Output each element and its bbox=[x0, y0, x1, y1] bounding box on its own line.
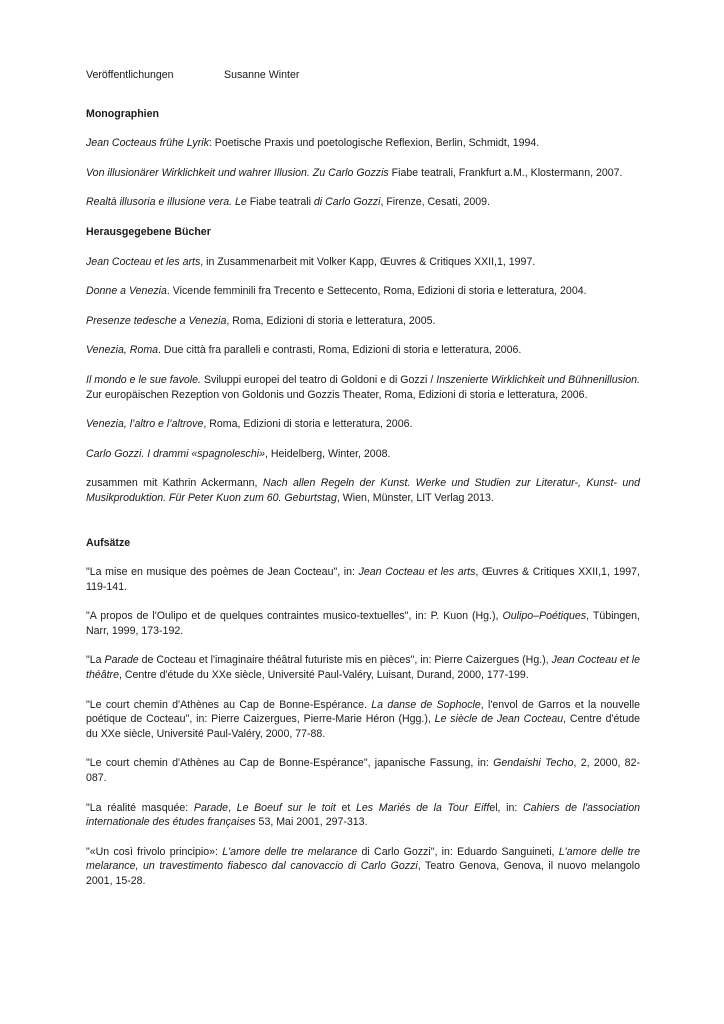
text-run: et bbox=[335, 801, 357, 814]
text-run: di Carlo Gozzi", in: Eduardo Sanguineti, bbox=[357, 845, 559, 858]
text-run: zusammen mit Kathrin Ackermann, bbox=[86, 477, 263, 490]
bibliography-entry bbox=[86, 653, 640, 682]
italic-text: Donne a Venezia bbox=[86, 285, 167, 298]
text-run: "Le court chemin d'Athènes au Cap de Bonne-Espérance. bbox=[86, 698, 372, 711]
text-run: . Vicende femminili fra Trecento e Settecento, Roma, Edizioni di storia e letteratura, 2004. bbox=[166, 285, 587, 298]
bibliography-entry bbox=[86, 255, 640, 270]
text-run: "Le court chemin d'Athènes au Cap de Bonne-Espérance", japanische Fassung, in: bbox=[86, 757, 494, 770]
bibliography-entry bbox=[86, 447, 640, 462]
text-run: el, in: bbox=[489, 801, 524, 814]
italic-text: Parade bbox=[193, 801, 229, 814]
text-run: "La réalité masquée: bbox=[86, 801, 194, 814]
italic-text: Presenze tedesche a Venezia bbox=[86, 314, 227, 327]
italic-text: Jean Cocteau et les arts bbox=[86, 255, 201, 268]
text-run: "«Un così frivolo principio»: bbox=[86, 845, 223, 858]
italic-text: Carlo Gozzi. I drammi «spagnoleschi» bbox=[86, 447, 265, 460]
italic-text: Le Boeuf sur le toit bbox=[236, 801, 336, 814]
italic-text: Venezia, Roma bbox=[86, 344, 159, 357]
bibliography-entry bbox=[86, 565, 640, 594]
text-run: , Roma, Edizioni di storia e letteratura, 2005. bbox=[226, 314, 436, 327]
text-run: , Centre d'étude du XXe siècle, Université Paul-Valéry, 2000, 77-88. bbox=[86, 713, 640, 740]
sections-container bbox=[86, 107, 640, 889]
italic-text: Gendaishi Techo bbox=[493, 757, 574, 770]
text-run: , l'envol de Garros et la nouvelle poétique de Cocteau", in: Pierre Caizergues, Pierre-Marie Héron (Hgg.), bbox=[86, 698, 640, 726]
text-run: , Wien, Münster, LIT Verlag 2013. bbox=[336, 491, 494, 504]
text-run: : Poetische Praxis und poetologische Reflexion, Berlin, Schmidt, 1994. bbox=[208, 137, 540, 150]
bibliography-entry bbox=[86, 166, 640, 181]
italic-text: Jean Cocteau et le théâtre bbox=[86, 654, 640, 682]
text-run: Zur europäischen Rezeption von Goldonis und Gozzis Theater, Roma, Edizioni di storia e letteratura, 2006. bbox=[86, 388, 588, 401]
section-heading: Aufsätze bbox=[86, 536, 131, 549]
bibliography-entry bbox=[86, 343, 640, 358]
text-run: , 2, 2000, 82-087. bbox=[86, 757, 640, 785]
italic-text: Jean Cocteaus frühe Lyrik bbox=[86, 137, 209, 150]
text-run: , bbox=[228, 801, 237, 814]
italic-text: L'amore delle tre melarance, un travestimento fiabesco dal canovaccio di Carlo Gozzi bbox=[86, 845, 640, 873]
text-run: , in Zusammenarbeit mit Volker Kapp, Œuvres & Critiques XXII,1, 1997. bbox=[200, 255, 536, 268]
bibliography-entry bbox=[86, 195, 640, 210]
header-author: Susanne Winter bbox=[224, 69, 300, 81]
bibliography-entry bbox=[86, 476, 640, 505]
italic-text: Les Mariés de la Tour Eiff bbox=[356, 801, 490, 814]
text-run: , Firenze, Cesati, 2009. bbox=[380, 196, 490, 209]
text-run: , Heidelberg, Winter, 2008. bbox=[265, 447, 391, 460]
text-run: "La mise en musique des poèmes de Jean Cocteau", in: bbox=[86, 566, 359, 579]
italic-text: L'amore delle tre melarance bbox=[222, 845, 358, 858]
text-run: , Roma, Edizioni di storia e letteratura, 2006. bbox=[203, 418, 413, 431]
bibliography-entry bbox=[86, 756, 640, 785]
section-heading: Monographien bbox=[86, 107, 159, 120]
italic-text: Inszenierte Wirklichkeit und Bühnenillusion. bbox=[436, 373, 640, 386]
document-page bbox=[86, 68, 640, 904]
text-run: 53, Mai 2001, 297-313. bbox=[255, 816, 368, 829]
italic-text: Il mondo e le sue favole. bbox=[86, 373, 201, 386]
text-run: Fiabe teatrali, Frankfurt a.M., Klostermann, 2007. bbox=[388, 166, 623, 179]
bibliography-entry bbox=[86, 609, 640, 638]
section bbox=[86, 536, 640, 889]
text-run: , Teatro Genova, Genova, il nuovo melangolo 2001, 15-28. bbox=[86, 860, 640, 887]
bibliography-entry bbox=[86, 845, 640, 889]
bibliography-entry bbox=[86, 801, 640, 830]
text-run: , Centre d'étude du XXe siècle, Université Paul-Valéry, Luisant, Durand, 2000, 177-199. bbox=[118, 669, 529, 682]
text-run: Sviluppi europei del teatro di Goldoni e di Gozzi / bbox=[200, 373, 437, 386]
italic-text: di Carlo Gozzi bbox=[313, 196, 381, 209]
section-heading: Herausgegebene Bücher bbox=[86, 225, 211, 238]
section bbox=[86, 225, 640, 506]
bibliography-entry bbox=[86, 373, 640, 402]
text-run: "A propos de l'Oulipo et de quelques contraintes musico-textuelles", in: P. Kuon (Hg.), bbox=[86, 610, 503, 623]
italic-text: Cahiers de l'association internationale des études françaises bbox=[86, 801, 640, 829]
italic-text: Venezia, l’altro e l’altrove bbox=[86, 418, 204, 431]
italic-text: Realtà illusoria e illusione vera. Le bbox=[86, 196, 247, 209]
page-header bbox=[86, 68, 640, 83]
italic-text: Jean Cocteau et les arts bbox=[358, 566, 476, 579]
bibliography-entry bbox=[86, 136, 640, 151]
bibliography-entry bbox=[86, 698, 640, 742]
section bbox=[86, 107, 640, 210]
header-title: Veröffentlichungen bbox=[86, 69, 174, 81]
text-run: , Œuvres & Critiques XXII,1, 1997, 119-141. bbox=[86, 566, 640, 593]
text-run: . Due città fra paralleli e contrasti, Roma, Edizioni di storia e letteratura, 2006. bbox=[158, 344, 522, 357]
italic-text: Oulipo–Poétiques bbox=[502, 610, 587, 623]
bibliography-entry bbox=[86, 314, 640, 329]
bibliography-entry bbox=[86, 284, 640, 299]
text-run: Fiabe teatrali bbox=[246, 196, 314, 209]
text-run: "La bbox=[86, 654, 105, 667]
italic-text: Von illusionärer Wirklichkeit und wahrer Illusion. Zu Carlo Gozzis bbox=[86, 166, 389, 179]
italic-text: Nach allen Regeln der Kunst. Werke und Studien zur Literatur-, Kunst- und Musikproduktion. Für Peter Kuon zum 60. Geburtstag bbox=[86, 477, 641, 504]
bibliography-entry bbox=[86, 417, 640, 432]
italic-text: Parade bbox=[104, 654, 139, 667]
italic-text: Le siècle de Jean Cocteau bbox=[434, 713, 564, 726]
text-run: de Cocteau et l'imaginaire théâtral futuriste mis en pièces", in: Pierre Caizergues (Hg.), bbox=[138, 654, 552, 667]
text-run: , Tübingen, Narr, 1999, 173-192. bbox=[86, 610, 640, 637]
italic-text: La danse de Sophocle bbox=[371, 698, 481, 711]
